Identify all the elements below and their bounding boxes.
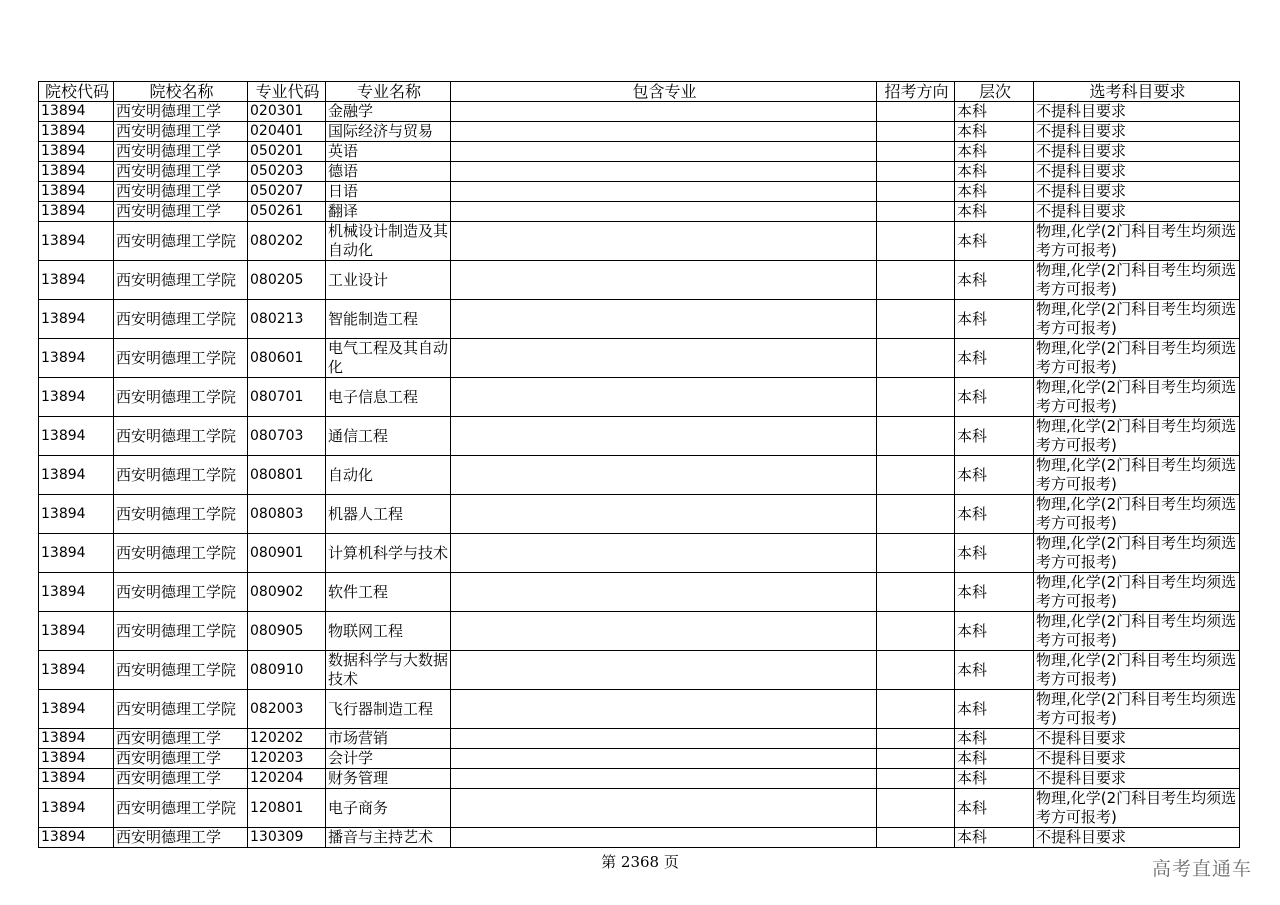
cell-major-name: 计算机科学与技术 (326, 534, 451, 573)
school-name-text: 西安明德理工学 (116, 122, 222, 140)
cell-subject-requirement: 不提科目要求 (1034, 202, 1240, 222)
cell-subject-requirement: 物理,化学(2门科目考生均须选考方可报考) (1034, 789, 1240, 828)
cell-level: 本科 (955, 690, 1034, 729)
cell-included-majors (451, 417, 877, 456)
cell-school-name: 西安明德理工学院 (114, 261, 248, 300)
cell-subject-requirement: 不提科目要求 (1034, 749, 1240, 769)
cell-major-name: 通信工程 (326, 417, 451, 456)
cell-school-code: 13894 (39, 417, 114, 456)
cell-level: 本科 (955, 202, 1034, 222)
cell-school-code: 13894 (39, 749, 114, 769)
cell-school-name (114, 749, 248, 769)
school-name-text: 西安明德理工学 (116, 202, 222, 220)
table-row (39, 378, 1240, 417)
cell-major-code: 080213 (248, 300, 326, 339)
cell-school-code: 13894 (39, 495, 114, 534)
cell-major-code: 050207 (248, 182, 326, 202)
cell-included-majors (451, 261, 877, 300)
cell-level: 本科 (955, 495, 1034, 534)
cell-direction (877, 729, 955, 749)
cell-school-name (114, 769, 248, 789)
cell-level: 本科 (955, 378, 1034, 417)
cell-included-majors (451, 495, 877, 534)
table-row (39, 769, 1240, 789)
cell-major-name: 电子信息工程 (326, 378, 451, 417)
cell-major-name: 国际经济与贸易 (326, 122, 451, 142)
cell-level: 本科 (955, 573, 1034, 612)
table-row (39, 102, 1240, 122)
header-row (39, 82, 1240, 102)
cell-included-majors (451, 651, 877, 690)
table-row (39, 612, 1240, 651)
cell-subject-requirement: 物理,化学(2门科目考生均须选考方可报考) (1034, 534, 1240, 573)
cell-school-code: 13894 (39, 142, 114, 162)
cell-subject-requirement: 物理,化学(2门科目考生均须选考方可报考) (1034, 222, 1240, 261)
school-name-text: 西安明德理工学 (116, 142, 222, 160)
cell-school-name: 西安明德理工学院 (114, 612, 248, 651)
cell-direction (877, 828, 955, 848)
table-row (39, 261, 1240, 300)
table-body (39, 102, 1240, 848)
admission-table (38, 81, 1240, 848)
table-row (39, 651, 1240, 690)
cell-school-code: 13894 (39, 573, 114, 612)
school-name-text: 西安明德理工学 (116, 162, 222, 180)
school-name-text: 西安明德理工学 (116, 769, 222, 787)
cell-direction (877, 769, 955, 789)
header-school-name: 院校名称 (114, 82, 248, 102)
cell-major-code: 080803 (248, 495, 326, 534)
cell-major-name: 自动化 (326, 456, 451, 495)
cell-school-name: 西安明德理工学院 (114, 690, 248, 729)
cell-subject-requirement: 物理,化学(2门科目考生均须选考方可报考) (1034, 690, 1240, 729)
cell-included-majors (451, 142, 877, 162)
cell-subject-requirement: 不提科目要求 (1034, 102, 1240, 122)
cell-major-name: 财务管理 (326, 769, 451, 789)
header-included-majors: 包含专业 (451, 82, 877, 102)
cell-major-code: 080905 (248, 612, 326, 651)
cell-subject-requirement: 物理,化学(2门科目考生均须选考方可报考) (1034, 573, 1240, 612)
school-name-text: 西安明德理工学 (116, 749, 222, 767)
cell-school-name: 西安明德理工学院 (114, 339, 248, 378)
cell-direction (877, 122, 955, 142)
cell-major-name: 软件工程 (326, 573, 451, 612)
table-row (39, 828, 1240, 848)
table-row (39, 495, 1240, 534)
cell-direction (877, 300, 955, 339)
cell-included-majors (451, 749, 877, 769)
cell-school-name: 西安明德理工学院 (114, 222, 248, 261)
cell-major-code: 120203 (248, 749, 326, 769)
cell-school-code: 13894 (39, 651, 114, 690)
cell-included-majors (451, 534, 877, 573)
cell-school-code: 13894 (39, 729, 114, 749)
cell-included-majors (451, 828, 877, 848)
cell-major-code: 050261 (248, 202, 326, 222)
cell-major-name: 翻译 (326, 202, 451, 222)
cell-school-code: 13894 (39, 102, 114, 122)
cell-direction (877, 749, 955, 769)
cell-major-code: 082003 (248, 690, 326, 729)
cell-direction (877, 534, 955, 573)
cell-school-code: 13894 (39, 534, 114, 573)
cell-level: 本科 (955, 417, 1034, 456)
cell-major-code: 080701 (248, 378, 326, 417)
cell-direction (877, 789, 955, 828)
cell-level: 本科 (955, 612, 1034, 651)
cell-major-code: 120202 (248, 729, 326, 749)
cell-included-majors (451, 182, 877, 202)
cell-major-code: 080801 (248, 456, 326, 495)
cell-level: 本科 (955, 222, 1034, 261)
cell-school-code: 13894 (39, 612, 114, 651)
cell-major-code: 080910 (248, 651, 326, 690)
cell-school-code: 13894 (39, 378, 114, 417)
table-row (39, 182, 1240, 202)
cell-major-code: 130309 (248, 828, 326, 848)
cell-direction (877, 182, 955, 202)
cell-direction (877, 456, 955, 495)
cell-major-name: 智能制造工程 (326, 300, 451, 339)
watermark-text: 高考直通车 (1151, 858, 1252, 880)
header-direction: 招考方向 (877, 82, 955, 102)
cell-school-code: 13894 (39, 769, 114, 789)
cell-subject-requirement: 物理,化学(2门科目考生均须选考方可报考) (1034, 261, 1240, 300)
cell-level: 本科 (955, 534, 1034, 573)
cell-subject-requirement: 不提科目要求 (1034, 182, 1240, 202)
cell-school-name: 西安明德理工学院 (114, 573, 248, 612)
cell-subject-requirement: 不提科目要求 (1034, 828, 1240, 848)
cell-level: 本科 (955, 729, 1034, 749)
cell-school-name (114, 122, 248, 142)
cell-school-name (114, 102, 248, 122)
cell-school-code: 13894 (39, 339, 114, 378)
cell-major-name: 德语 (326, 162, 451, 182)
cell-major-name: 电气工程及其自动化 (326, 339, 451, 378)
header-major-name: 专业名称 (326, 82, 451, 102)
cell-major-code: 080902 (248, 573, 326, 612)
cell-subject-requirement: 物理,化学(2门科目考生均须选考方可报考) (1034, 417, 1240, 456)
cell-direction (877, 339, 955, 378)
cell-included-majors (451, 729, 877, 749)
cell-major-name: 电子商务 (326, 789, 451, 828)
cell-school-name (114, 182, 248, 202)
cell-level: 本科 (955, 261, 1034, 300)
cell-direction (877, 495, 955, 534)
cell-subject-requirement: 物理,化学(2门科目考生均须选考方可报考) (1034, 456, 1240, 495)
cell-included-majors (451, 339, 877, 378)
cell-school-name (114, 142, 248, 162)
cell-major-name: 市场营销 (326, 729, 451, 749)
cell-direction (877, 202, 955, 222)
cell-major-name: 日语 (326, 182, 451, 202)
cell-school-code: 13894 (39, 690, 114, 729)
cell-included-majors (451, 573, 877, 612)
cell-school-name: 西安明德理工学院 (114, 456, 248, 495)
page-number: 第 2368 页 (601, 853, 679, 871)
cell-subject-requirement: 物理,化学(2门科目考生均须选考方可报考) (1034, 612, 1240, 651)
cell-level: 本科 (955, 339, 1034, 378)
cell-level: 本科 (955, 122, 1034, 142)
cell-major-code: 080202 (248, 222, 326, 261)
cell-school-code: 13894 (39, 162, 114, 182)
cell-major-name: 飞行器制造工程 (326, 690, 451, 729)
cell-direction (877, 261, 955, 300)
cell-school-name: 西安明德理工学院 (114, 534, 248, 573)
cell-included-majors (451, 300, 877, 339)
cell-major-code: 050203 (248, 162, 326, 182)
cell-direction (877, 162, 955, 182)
table-row (39, 202, 1240, 222)
cell-major-name: 播音与主持艺术 (326, 828, 451, 848)
cell-included-majors (451, 789, 877, 828)
cell-school-code: 13894 (39, 456, 114, 495)
cell-school-code: 13894 (39, 122, 114, 142)
cell-included-majors (451, 690, 877, 729)
cell-major-name: 工业设计 (326, 261, 451, 300)
cell-school-name: 西安明德理工学院 (114, 789, 248, 828)
cell-included-majors (451, 202, 877, 222)
cell-direction (877, 417, 955, 456)
school-name-text: 西安明德理工学 (116, 828, 222, 846)
cell-school-code: 13894 (39, 789, 114, 828)
school-name-text: 西安明德理工学 (116, 102, 222, 120)
cell-level: 本科 (955, 182, 1034, 202)
cell-major-code: 020301 (248, 102, 326, 122)
table-row (39, 142, 1240, 162)
cell-subject-requirement: 不提科目要求 (1034, 729, 1240, 749)
cell-level: 本科 (955, 828, 1034, 848)
cell-major-code: 080601 (248, 339, 326, 378)
cell-school-code: 13894 (39, 182, 114, 202)
cell-level: 本科 (955, 142, 1034, 162)
table-row (39, 162, 1240, 182)
header-subject-requirement: 选考科目要求 (1034, 82, 1240, 102)
cell-major-name: 金融学 (326, 102, 451, 122)
cell-major-name: 数据科学与大数据技术 (326, 651, 451, 690)
cell-major-code: 080901 (248, 534, 326, 573)
cell-level: 本科 (955, 456, 1034, 495)
cell-level: 本科 (955, 162, 1034, 182)
cell-direction (877, 612, 955, 651)
cell-subject-requirement: 不提科目要求 (1034, 142, 1240, 162)
cell-included-majors (451, 122, 877, 142)
cell-direction (877, 142, 955, 162)
cell-included-majors (451, 456, 877, 495)
cell-school-code: 13894 (39, 828, 114, 848)
cell-major-name: 会计学 (326, 749, 451, 769)
table-row (39, 300, 1240, 339)
cell-major-code: 120204 (248, 769, 326, 789)
cell-school-code: 13894 (39, 202, 114, 222)
cell-school-code: 13894 (39, 300, 114, 339)
table-row (39, 339, 1240, 378)
table-row (39, 573, 1240, 612)
cell-subject-requirement: 物理,化学(2门科目考生均须选考方可报考) (1034, 495, 1240, 534)
cell-school-name: 西安明德理工学院 (114, 417, 248, 456)
cell-included-majors (451, 102, 877, 122)
cell-school-name (114, 162, 248, 182)
cell-level: 本科 (955, 300, 1034, 339)
cell-school-name: 西安明德理工学院 (114, 495, 248, 534)
cell-major-name: 英语 (326, 142, 451, 162)
cell-level: 本科 (955, 651, 1034, 690)
cell-subject-requirement: 物理,化学(2门科目考生均须选考方可报考) (1034, 300, 1240, 339)
cell-included-majors (451, 378, 877, 417)
cell-school-code: 13894 (39, 222, 114, 261)
table-row (39, 456, 1240, 495)
cell-level: 本科 (955, 789, 1034, 828)
school-name-text: 西安明德理工学 (116, 729, 222, 747)
cell-included-majors (451, 769, 877, 789)
table-row (39, 534, 1240, 573)
cell-level: 本科 (955, 749, 1034, 769)
cell-major-name: 机械设计制造及其自动化 (326, 222, 451, 261)
cell-subject-requirement: 物理,化学(2门科目考生均须选考方可报考) (1034, 339, 1240, 378)
header-major-code: 专业代码 (248, 82, 326, 102)
cell-level: 本科 (955, 769, 1034, 789)
cell-level: 本科 (955, 102, 1034, 122)
cell-direction (877, 690, 955, 729)
cell-included-majors (451, 162, 877, 182)
table-row (39, 690, 1240, 729)
cell-direction (877, 378, 955, 417)
header-level: 层次 (955, 82, 1034, 102)
cell-major-code: 080703 (248, 417, 326, 456)
cell-major-name: 物联网工程 (326, 612, 451, 651)
cell-school-name: 西安明德理工学院 (114, 651, 248, 690)
cell-major-code: 020401 (248, 122, 326, 142)
cell-school-name (114, 828, 248, 848)
cell-school-name (114, 202, 248, 222)
cell-subject-requirement: 不提科目要求 (1034, 122, 1240, 142)
table-row (39, 122, 1240, 142)
cell-included-majors (451, 222, 877, 261)
cell-school-code: 13894 (39, 261, 114, 300)
cell-major-code: 080205 (248, 261, 326, 300)
school-name-text: 西安明德理工学 (116, 182, 222, 200)
cell-subject-requirement: 物理,化学(2门科目考生均须选考方可报考) (1034, 378, 1240, 417)
cell-school-name: 西安明德理工学院 (114, 378, 248, 417)
table-row (39, 417, 1240, 456)
cell-major-name: 机器人工程 (326, 495, 451, 534)
table-row (39, 749, 1240, 769)
cell-school-name (114, 729, 248, 749)
cell-major-code: 050201 (248, 142, 326, 162)
cell-direction (877, 573, 955, 612)
cell-direction (877, 222, 955, 261)
cell-subject-requirement: 不提科目要求 (1034, 769, 1240, 789)
cell-subject-requirement: 物理,化学(2门科目考生均须选考方可报考) (1034, 651, 1240, 690)
cell-included-majors (451, 612, 877, 651)
cell-direction (877, 651, 955, 690)
header-school-code: 院校代码 (39, 82, 114, 102)
table-row (39, 789, 1240, 828)
cell-subject-requirement: 不提科目要求 (1034, 162, 1240, 182)
table-row (39, 222, 1240, 261)
cell-school-name: 西安明德理工学院 (114, 300, 248, 339)
cell-direction (877, 102, 955, 122)
cell-major-code: 120801 (248, 789, 326, 828)
table-row (39, 729, 1240, 749)
